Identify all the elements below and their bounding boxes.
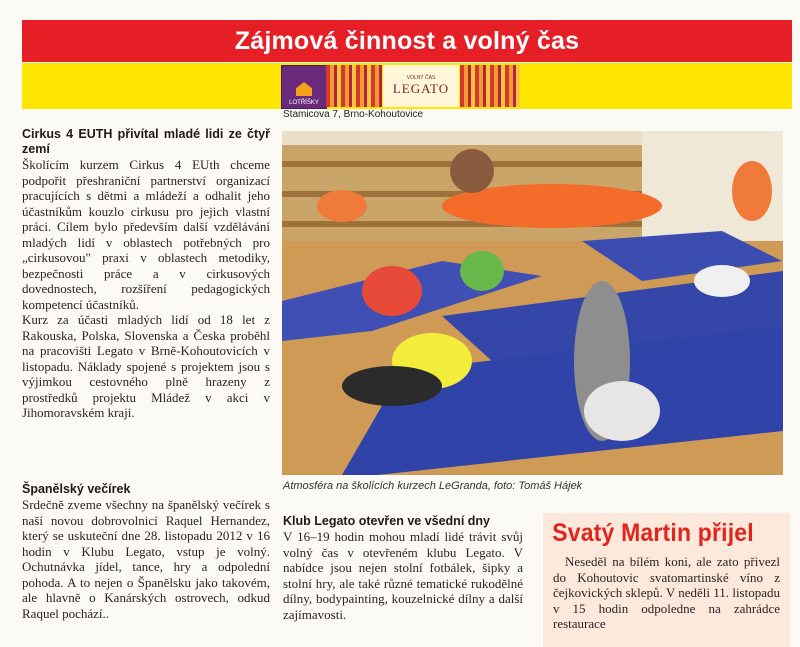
- article-martin-title: Svatý Martin přijel: [552, 519, 754, 547]
- article-klub-title: Klub Legato otevřen ve všední dny: [283, 514, 490, 528]
- article-martin: [543, 513, 790, 647]
- lotrisky-logo-text: LOTŘÍŠKY: [289, 100, 319, 106]
- house-icon: [296, 82, 312, 96]
- article-cirkus-para1: Školícím kurzem Cirkus 4 EUth chceme podpořit přeshraniční partnerství organizací pracujících s dětmi a mládeží a odhalit jeho účastníkům kouzlo cirkusu pro jejich vlastní práci. Cílem bylo především další vzdělávání mladých lidí v oblastech potřebných pro „cirkusovou" praxi v oblastech metodiky, bezpečnosti práce a v cirkusových dovednostech, rozšíření pedagogických kompetencí účastníků.: [22, 157, 270, 312]
- article-cirkus-para2: Kurz za účasti mladých lidí od 18 let z Rakouska, Polska, Slovenska a Česka proběhl na pracovišti Legato v Brně-Kohoutovicích v listopadu. Náklady spojené s projektem jsou s výjimkou cestovného plně hrazeny z prostředků projektu Mládež v akci v Jihomoravském kraji.: [22, 312, 270, 420]
- decorative-stripes-left: [326, 65, 382, 107]
- article-klub: [283, 514, 523, 622]
- article-vecirek-text: Srdečně zveme všechny na španělský večírek s naší novou dobrovolnicí Raquel Hernandez, který se uskuteční dne 28. listopadu 2012 v 16 hodin v Klubu Legato, vstup je volný. Ochutnávka jídel, tance, hry a odpolední pohoda. A to nejen o Španělsku jako takovém, ale hlavně o Kanárských ostrovech, odkud Raquel pochází..: [22, 497, 270, 621]
- legato-logo-name: LEGATO: [392, 81, 450, 96]
- article-klub-text: V 16–19 hodin mohou mladí lidé trávit svůj volný čas v otevřeném klubu Legato. V nabídce jsou nejen stolní fotbálek, šipky a stolní hry, ale také různé tematické rukodělné dílny, bodypainting, kouzelnické dílny a další zajímavosti.: [283, 529, 523, 622]
- article-cirkus: [22, 127, 270, 421]
- section-header: [22, 20, 792, 62]
- legato-logo: [383, 65, 459, 107]
- article-martin-text: Neseděl na bílém koni, ale zato přivezl do Kohoutovic svatomartinské víno z čejkovických sklepů. V neděli 11. listopadu v 15 hodin odpoledne na zahrádce restaurace: [553, 554, 780, 631]
- photo-caption: Atmosféra na školících kurzech LeGranda, foto: Tomáš Hájek: [283, 480, 583, 492]
- acrobatics-photo: [282, 131, 783, 475]
- article-cirkus-title: Cirkus 4 EUTH přivítal mladé lidi ze čtyř zemí: [22, 127, 270, 156]
- decorative-stripes-right: [460, 65, 520, 107]
- legato-logo-subtitle: VOLNÝ ČAS: [406, 75, 436, 81]
- article-vecirek: [22, 482, 270, 621]
- section-title: Zájmová činnost a volný čas: [234, 26, 580, 55]
- address: Stamicova 7, Brno-Kohoutovice: [283, 109, 424, 120]
- lotrisky-logo: [281, 65, 327, 109]
- photo-illustration: [282, 131, 783, 475]
- article-vecirek-title: Španělský večírek: [22, 482, 131, 496]
